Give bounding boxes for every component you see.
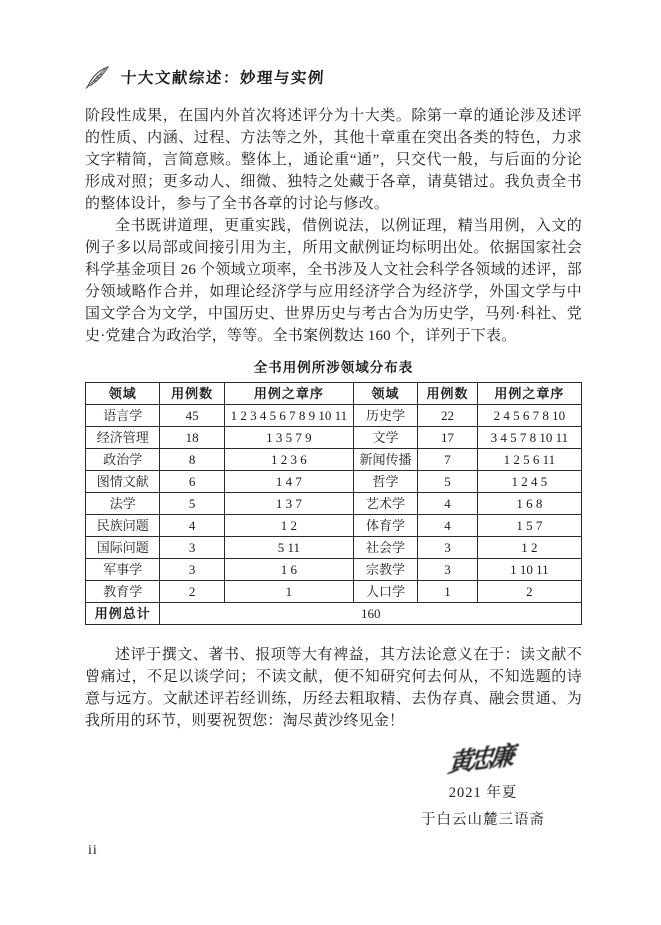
closing-paragraph: 述评于撰文、著书、报项等大有裨益，其方法论意义在于：读文献不曾痛过，不足以谈学问；不读文献，便不知研究何去何从，不知选题的诗意与远方。文献述评若经训练，历经去粗取精、去伪存真、融会贯通、为我所用的环节，则要祝贺您：淘尽黄沙终见金！ [85, 647, 582, 729]
table-cell: 哲学 [353, 471, 417, 493]
table-cell: 1 2 3 6 [224, 449, 353, 471]
table-row [86, 405, 582, 427]
table-cell: 17 [418, 427, 478, 449]
table-cell: 1 10 11 [477, 559, 581, 581]
table-cell: 1 2 [477, 537, 581, 559]
signature-date: 2021 年夏 [448, 785, 518, 801]
table-cell: 1 2 3 4 5 6 7 8 9 10 11 [224, 405, 353, 427]
table-header-cell: 领域 [86, 383, 160, 405]
table-header-cell: 领域 [353, 383, 417, 405]
table-header-cell: 用例之章序 [224, 383, 353, 405]
table-cell: 1 2 [224, 515, 353, 537]
table-header-cell: 用例数 [160, 383, 224, 405]
table-cell: 1 [418, 581, 478, 603]
table-footer-row [86, 603, 582, 625]
table-cell: 民族问题 [86, 515, 160, 537]
table-row [86, 427, 582, 449]
table-cell: 人口学 [353, 581, 417, 603]
running-head [85, 64, 582, 90]
table-cell: 1 2 4 5 [477, 471, 581, 493]
table-header-cell: 用例之章序 [477, 383, 581, 405]
table-cell: 3 [418, 559, 478, 581]
signature-place: 于白云山麓三语斋 [421, 812, 545, 828]
table-cell: 教育学 [86, 581, 160, 603]
table-cell: 7 [418, 449, 478, 471]
table-cell: 社会学 [353, 537, 417, 559]
table-cell: 军事学 [86, 559, 160, 581]
table-row [86, 471, 582, 493]
table-cell: 2 [477, 581, 581, 603]
paragraph-examples: 全书既讲道理，更重实践，借例说法，以例证理，精当用例，入文的例子多以局部或间接引用为主，所用文献例证均标明出处。依据国家社会科学基金项目 26 个领域立项率，全书涉及人文社会科学各领域的述评，部分领域略作合并，如理论经济学与应用经济学合为经济学，外国文学与中国文学合为文学，中国历史、世界历史与考古合为历史学，马列·科社、党史·党建合为政治学，等等。全书案例数达 160 个，详列于下表。 [85, 218, 582, 344]
table-row [86, 581, 582, 603]
book-title: 十大文献综述：妙理与实例 [120, 70, 326, 87]
table-cell: 8 [160, 449, 224, 471]
table-cell: 1 5 7 [477, 515, 581, 537]
table-cell: 1 6 [224, 559, 353, 581]
table-cell: 3 [160, 559, 224, 581]
table-cell: 5 [418, 471, 478, 493]
signoff-block [421, 740, 545, 834]
table-cell: 45 [160, 405, 224, 427]
table-cell: 3 [160, 537, 224, 559]
table-cell: 4 [418, 493, 478, 515]
table-cell: 1 [224, 581, 353, 603]
table-cell: 4 [418, 515, 478, 537]
page-footer [88, 841, 98, 859]
table-row [86, 559, 582, 581]
table-cell: 政治学 [86, 449, 160, 471]
table-cell: 文学 [353, 427, 417, 449]
table-cell: 1 2 5 6 11 [477, 449, 581, 471]
author-signature: 黄忠廉 [447, 742, 513, 779]
table-cell: 22 [418, 405, 478, 427]
table-cell: 3 4 5 7 8 10 11 [477, 427, 581, 449]
table-cell: 4 [160, 515, 224, 537]
domain-distribution-table [85, 382, 582, 625]
table-cell: 3 [418, 537, 478, 559]
table-cell: 艺术学 [353, 493, 417, 515]
table-header-row [86, 383, 582, 405]
table-row [86, 449, 582, 471]
table-cell: 1 6 8 [477, 493, 581, 515]
table-cell: 经济管理 [86, 427, 160, 449]
paragraph-continuation: 阶段性成果，在国内外首次将述评分为十大类。除第一章的通论涉及述评的性质、内涵、过程、方法等之外，其他十章重在突出各类的特色，力求文字精简，言简意赅。整体上，通论重“通”，只交代一般，与后面的分论形成对照；更多动人、细微、独特之处藏于各章，请莫错过。我负责全书的整体设计，参与了全书各章的讨论与修改。 [85, 108, 582, 212]
table-cell: 1 3 7 [224, 493, 353, 515]
table-cell: 6 [160, 471, 224, 493]
table-cell: 语言学 [86, 405, 160, 427]
table-cell: 法学 [86, 493, 160, 515]
table-cell: 5 11 [224, 537, 353, 559]
table-cell: 新闻传播 [353, 449, 417, 471]
table-row [86, 537, 582, 559]
quill-icon [85, 65, 111, 89]
table-title: 全书用例所涉领域分布表 [253, 360, 414, 375]
table-header-cell: 用例数 [418, 383, 478, 405]
page-main [85, 105, 582, 834]
table-cell: 2 [160, 581, 224, 603]
table-cell: 体育学 [353, 515, 417, 537]
table-cell: 18 [160, 427, 224, 449]
table-cell: 图情文献 [86, 471, 160, 493]
table-row [86, 515, 582, 537]
table-cell: 2 4 5 6 7 8 10 [477, 405, 581, 427]
table-cell: 1 4 7 [224, 471, 353, 493]
table-cell: 5 [160, 493, 224, 515]
table-cell: 宗教学 [353, 559, 417, 581]
table-cell: 国际问题 [86, 537, 160, 559]
table-cell: 1 3 5 7 9 [224, 427, 353, 449]
table-cell: 历史学 [353, 405, 417, 427]
table-row [86, 493, 582, 515]
total-label: 用例总计 [86, 603, 160, 625]
total-value: 160 [160, 603, 582, 625]
page-number: ii [88, 843, 98, 858]
